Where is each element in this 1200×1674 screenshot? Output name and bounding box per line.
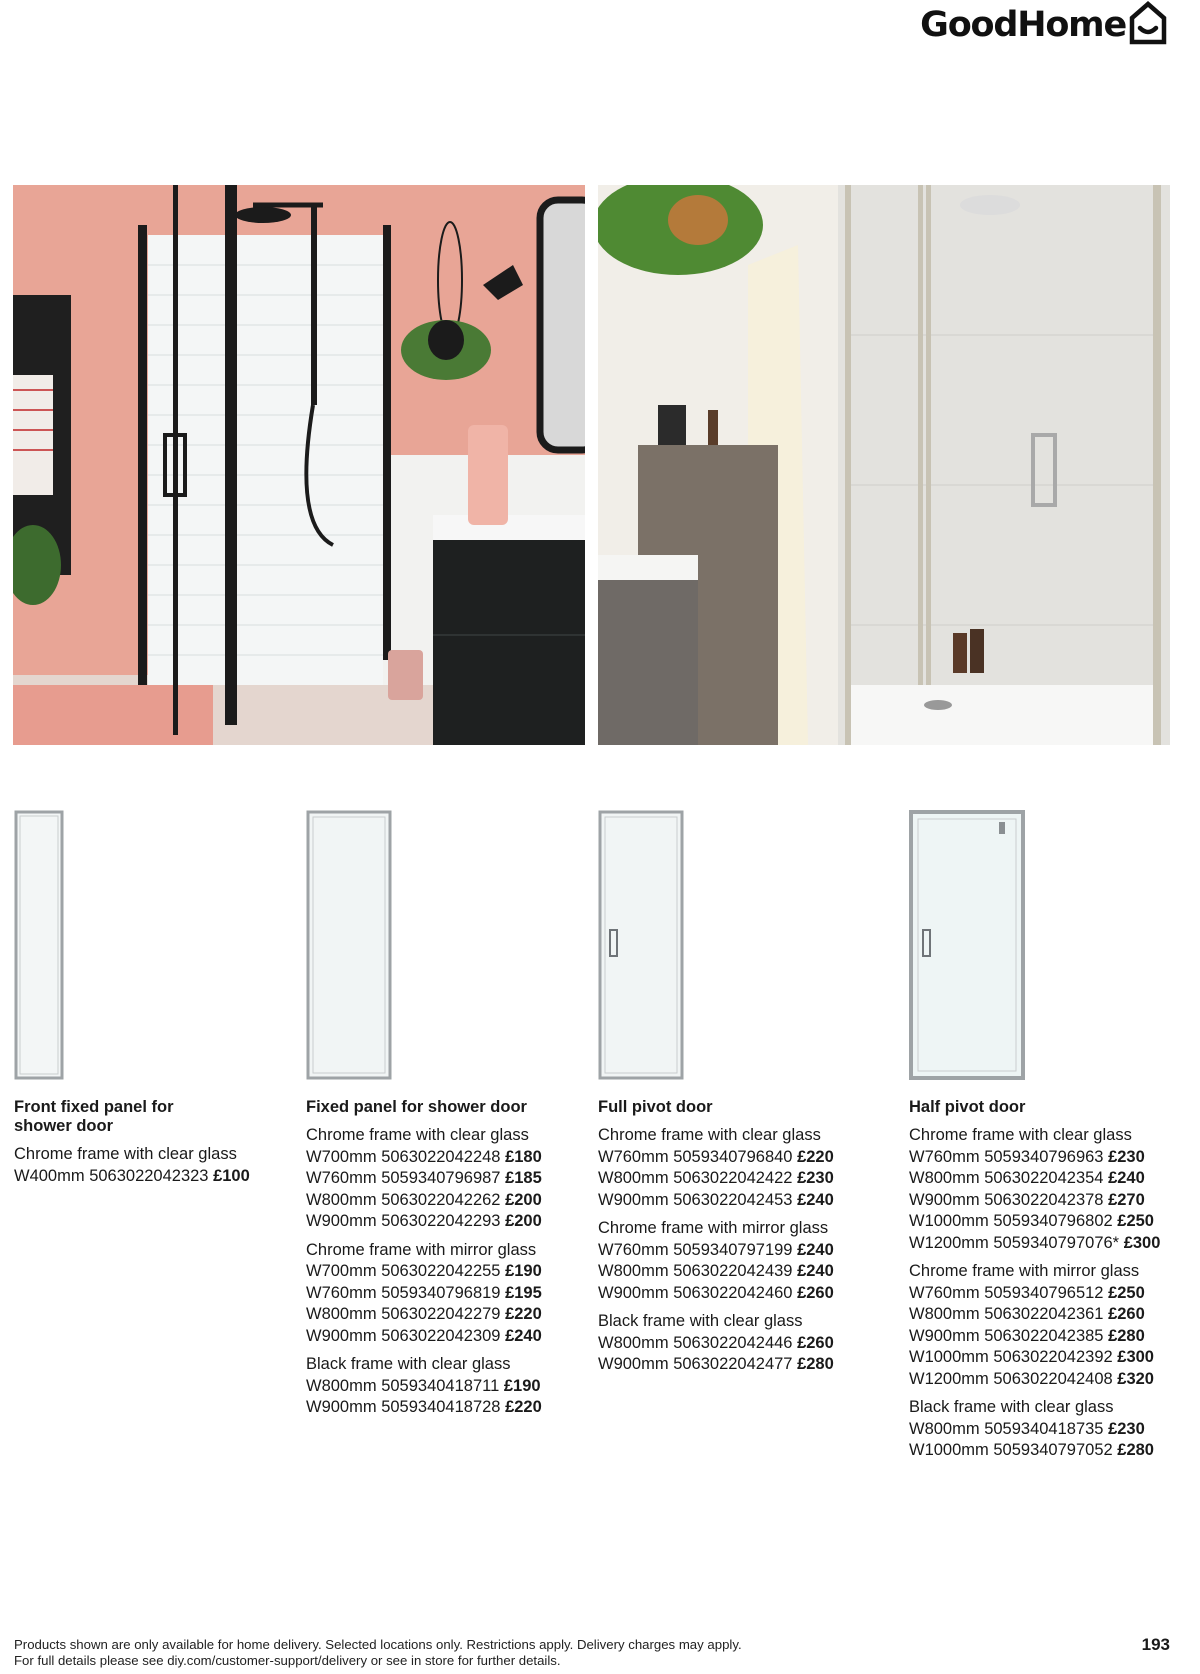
lifestyle-photo-black-shower — [13, 185, 585, 745]
variant-row — [306, 1283, 596, 1305]
price: £320 — [1117, 1369, 1154, 1388]
variant-row — [598, 1283, 888, 1305]
product-title: Fixed panel for shower door — [306, 1098, 527, 1116]
variant-row — [909, 1283, 1189, 1305]
price: £190 — [505, 1262, 542, 1280]
variant-row — [909, 1440, 1189, 1462]
product-code: 5059340796512 — [984, 1283, 1104, 1302]
price: £260 — [797, 1283, 834, 1302]
product-code: 5059340797076* — [993, 1233, 1120, 1252]
price: £240 — [797, 1190, 834, 1209]
price: £200 — [505, 1212, 542, 1230]
size: W800mm — [598, 1333, 669, 1352]
variant-row — [14, 1166, 304, 1188]
product-code: 5063022042378 — [984, 1190, 1104, 1209]
size: W700mm — [306, 1262, 377, 1280]
disclaimer-line-2: For full details please see diy.com/customer-support/delivery or see in store for further details. — [14, 1653, 561, 1668]
size: W760mm — [306, 1283, 377, 1302]
price: £190 — [503, 1376, 541, 1395]
price: £180 — [505, 1147, 542, 1166]
disclaimer-line-1: Products shown are only available for home delivery. Selected locations only. Restrictions apply. Delivery charges may apply. — [14, 1637, 742, 1652]
price: £240 — [797, 1262, 834, 1280]
variant-group — [306, 1125, 596, 1233]
product-code: 5059340418711 — [381, 1376, 500, 1395]
size: W1000mm — [909, 1441, 989, 1459]
product-code: 5063022042248 — [381, 1147, 501, 1166]
variant-label: Chrome frame with clear glass — [306, 1126, 529, 1144]
variant-row — [598, 1354, 888, 1376]
size: W1000mm — [909, 1212, 989, 1230]
product-half-pivot-door — [909, 1098, 1189, 1469]
lifestyle-photo-chrome-shower — [598, 185, 1170, 745]
price: £230 — [1108, 1147, 1145, 1166]
price: £195 — [505, 1283, 542, 1302]
size: W400mm — [14, 1166, 85, 1185]
product-code: 5063022042392 — [993, 1348, 1113, 1366]
product-code: 5059340796987 — [381, 1169, 501, 1187]
product-image-front-fixed-panel — [14, 810, 64, 1080]
size: W760mm — [909, 1283, 980, 1302]
size: W900mm — [306, 1212, 377, 1230]
product-code: 5063022042453 — [673, 1190, 793, 1209]
price: £300 — [1117, 1348, 1154, 1366]
price: £250 — [1117, 1212, 1154, 1230]
product-code: 5059340796802 — [993, 1212, 1113, 1230]
size: W760mm — [909, 1147, 980, 1166]
variant-label: Chrome frame with clear glass — [909, 1126, 1132, 1144]
product-code: 5063022042293 — [381, 1212, 501, 1230]
price: £260 — [1108, 1305, 1145, 1323]
variant-row — [909, 1190, 1189, 1212]
variant-row — [306, 1397, 596, 1419]
variant-row — [909, 1419, 1189, 1441]
price: £185 — [505, 1169, 542, 1187]
brand-logo — [920, 4, 1168, 46]
variant-row — [909, 1211, 1189, 1233]
variant-row — [306, 1211, 596, 1233]
price: £100 — [213, 1166, 250, 1185]
variant-row — [598, 1168, 888, 1190]
price: £260 — [797, 1333, 834, 1352]
product-title: Front fixed panel for shower door — [14, 1098, 174, 1135]
product-full-pivot-door — [598, 1098, 888, 1383]
product-code: 5059340796819 — [381, 1283, 501, 1302]
product-code: 5059340797199 — [673, 1240, 793, 1259]
product-code: 5063022042439 — [673, 1262, 793, 1280]
price: £200 — [505, 1190, 542, 1209]
product-code: 5063022042323 — [89, 1166, 209, 1185]
price: £230 — [1108, 1419, 1145, 1438]
size: W1200mm — [909, 1233, 989, 1252]
variant-label: Chrome frame with mirror glass — [909, 1262, 1140, 1280]
variant-row — [598, 1333, 888, 1355]
variant-group — [14, 1144, 304, 1187]
variant-row — [598, 1261, 888, 1283]
variant-row — [909, 1304, 1189, 1326]
size: W900mm — [598, 1283, 669, 1302]
product-fixed-panel — [306, 1098, 596, 1426]
product-code: 5059340796840 — [673, 1147, 793, 1166]
product-title: Full pivot door — [598, 1098, 713, 1116]
product-code: 5063022042361 — [984, 1305, 1104, 1323]
price: £230 — [797, 1169, 834, 1187]
product-image-full-pivot-door — [598, 810, 684, 1080]
size: W800mm — [306, 1190, 377, 1209]
size: W700mm — [306, 1147, 377, 1166]
variant-row — [909, 1326, 1189, 1348]
variant-row — [306, 1147, 596, 1169]
variant-group — [306, 1240, 596, 1348]
price: £300 — [1123, 1233, 1161, 1252]
variant-label: Chrome frame with mirror glass — [306, 1240, 537, 1259]
product-code: 5063022042422 — [673, 1169, 793, 1187]
variant-label: Black frame with clear glass — [306, 1355, 511, 1373]
product-code: 5059340796963 — [984, 1147, 1104, 1166]
price: £220 — [797, 1147, 834, 1166]
product-code: 5063022042477 — [673, 1355, 793, 1373]
price: £240 — [797, 1240, 834, 1259]
size: W900mm — [306, 1326, 377, 1345]
variant-row — [909, 1233, 1189, 1255]
size: W760mm — [598, 1147, 669, 1166]
variant-row — [306, 1326, 596, 1348]
variant-row — [598, 1147, 888, 1169]
product-code: 5059340418735 — [984, 1419, 1104, 1438]
size: W800mm — [598, 1262, 669, 1280]
delivery-disclaimer — [14, 1637, 742, 1669]
size: W800mm — [909, 1169, 980, 1187]
product-code: 5063022042262 — [381, 1190, 501, 1209]
size: W900mm — [909, 1190, 980, 1209]
size: W900mm — [598, 1190, 669, 1209]
size: W760mm — [306, 1169, 377, 1187]
variant-group — [909, 1397, 1189, 1462]
variant-row — [909, 1347, 1189, 1369]
variant-row — [306, 1190, 596, 1212]
product-front-fixed-panel — [14, 1098, 304, 1194]
product-title: Half pivot door — [909, 1098, 1026, 1116]
size: W1200mm — [909, 1369, 989, 1388]
variant-row — [909, 1168, 1189, 1190]
variant-group — [598, 1311, 888, 1376]
product-code: 5059340418728 — [381, 1398, 501, 1416]
size: W800mm — [306, 1376, 377, 1395]
variant-row — [306, 1261, 596, 1283]
product-code: 5063022042385 — [984, 1326, 1104, 1345]
size: W800mm — [598, 1169, 669, 1187]
product-image-half-pivot-door — [909, 810, 1025, 1080]
price: £280 — [1108, 1326, 1145, 1345]
price: £220 — [505, 1398, 542, 1416]
size: W900mm — [909, 1326, 980, 1345]
brand-name: GoodHome — [920, 5, 1126, 45]
price: £240 — [505, 1326, 542, 1345]
house-smile-icon — [1128, 0, 1168, 46]
variant-row — [909, 1147, 1189, 1169]
price: £250 — [1108, 1283, 1145, 1302]
size: W900mm — [598, 1355, 669, 1373]
page-number: 193 — [1141, 1635, 1170, 1654]
size: W800mm — [306, 1305, 377, 1323]
variant-row — [598, 1240, 888, 1262]
price: £280 — [797, 1355, 834, 1373]
product-code: 5063022042279 — [381, 1305, 501, 1323]
price: £220 — [505, 1305, 542, 1323]
product-code: 5063022042460 — [673, 1283, 793, 1302]
variant-row — [306, 1376, 596, 1398]
product-code: 5063022042354 — [984, 1169, 1104, 1187]
variant-label: Chrome frame with clear glass — [598, 1126, 821, 1144]
variant-group — [306, 1354, 596, 1419]
product-image-fixed-panel — [306, 810, 392, 1080]
product-code: 5063022042408 — [993, 1369, 1113, 1388]
variant-label: Black frame with clear glass — [909, 1398, 1114, 1416]
variant-label: Chrome frame with clear glass — [14, 1145, 237, 1163]
product-code: 5059340797052 — [993, 1441, 1113, 1459]
price: £280 — [1117, 1441, 1154, 1459]
product-code: 5063022042255 — [381, 1262, 501, 1280]
variant-label: Black frame with clear glass — [598, 1312, 803, 1330]
variant-row — [598, 1190, 888, 1212]
size: W900mm — [306, 1398, 377, 1416]
product-code: 5063022042309 — [381, 1326, 501, 1345]
variant-row — [909, 1369, 1189, 1391]
variant-row — [306, 1304, 596, 1326]
variant-group — [598, 1125, 888, 1211]
variant-row — [306, 1168, 596, 1190]
size: W800mm — [909, 1419, 980, 1438]
variant-label: Chrome frame with mirror glass — [598, 1219, 829, 1237]
variant-group — [909, 1125, 1189, 1254]
size: W760mm — [598, 1240, 669, 1259]
variant-group — [598, 1218, 888, 1304]
size: W1000mm — [909, 1348, 989, 1366]
variant-group — [909, 1261, 1189, 1390]
size: W800mm — [909, 1305, 980, 1323]
price: £240 — [1108, 1169, 1145, 1187]
price: £270 — [1108, 1190, 1145, 1209]
product-code: 5063022042446 — [673, 1333, 793, 1352]
